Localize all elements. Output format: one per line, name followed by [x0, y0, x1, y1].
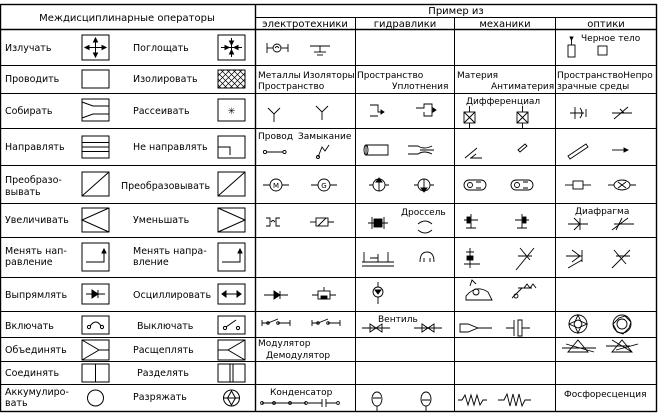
- column-electrical: электротехники: [262, 19, 348, 30]
- rectify-symbol: [82, 284, 109, 304]
- label-throttle: Дроссель: [401, 208, 446, 218]
- convert-back-symbol: [218, 172, 245, 196]
- op-label-emit: Излучать: [5, 43, 52, 54]
- op-label-conduct: Проводить: [5, 74, 60, 85]
- switch-on-symbol: [82, 316, 109, 334]
- throttle-icon: [368, 217, 432, 233]
- increase-symbol: [82, 208, 109, 232]
- label-metals: Металлы: [258, 71, 301, 81]
- connect-symbol: [82, 364, 109, 382]
- direct-symbol: [82, 136, 109, 158]
- differential-icon: [464, 106, 528, 128]
- gearbox-icon: [464, 180, 533, 190]
- discharge-symbol: [224, 390, 240, 406]
- clutch-icon: [460, 320, 530, 336]
- label-compaction: Уплотнения: [392, 82, 449, 92]
- label-matter: Материя: [457, 71, 499, 81]
- hydraulic-reverser-icon: [362, 252, 434, 266]
- column-mechanics: механики: [479, 19, 531, 30]
- op-label-split: Расщеплять: [133, 345, 194, 356]
- label-black-body: Черное тело: [581, 34, 641, 44]
- op-label-accumulate-2: вать: [5, 398, 28, 409]
- op-label-change-dir-2: равление: [5, 257, 53, 268]
- op-label-rectify: Выпрямлять: [5, 290, 68, 301]
- column-optics: оптики: [587, 19, 625, 30]
- op-label-absorb: Поглощать: [133, 43, 189, 54]
- change-direction-b-symbol: [218, 243, 245, 271]
- collect-symbol: [82, 99, 109, 121]
- switch-off-symbol: [218, 316, 245, 334]
- example-annotations: [258, 34, 653, 400]
- op-label-convert-back: Преобразовывать: [121, 181, 211, 192]
- ratchet-icon: [466, 280, 536, 300]
- shutter-icon: [569, 315, 631, 334]
- split-symbol: [218, 340, 245, 360]
- lens-array-icon: [570, 107, 632, 119]
- short-circuit-icon: [317, 145, 330, 159]
- op-label-oscillate: Осциллировать: [133, 290, 212, 301]
- op-label-change-dir-1: Менять нап-: [5, 246, 67, 257]
- valve-icon: [362, 324, 442, 332]
- not-direct-symbol: [218, 136, 245, 158]
- op-label-change-dir-b-2: вление: [133, 257, 169, 268]
- label-space-electrical: Пространство: [258, 82, 325, 92]
- accumulator-icon: [372, 392, 431, 412]
- label-optical-space: ПространствоНепро: [557, 71, 653, 81]
- emitter-electrical-icon: [267, 43, 288, 53]
- op-label-discharge: Разряжать: [133, 392, 187, 403]
- label-space-hydraulic: Пространство: [357, 71, 424, 81]
- op-label-separate: Разделять: [137, 368, 189, 379]
- op-label-not-direct: Не направлять: [133, 142, 208, 153]
- emit-symbol: [82, 35, 109, 60]
- label-antimatter: Антиматерия: [491, 82, 555, 92]
- op-label-switch-on: Включать: [5, 321, 54, 332]
- electrical-switch-icon: [262, 319, 340, 326]
- label-insulators: Изоляторы: [303, 71, 355, 81]
- check-valve-icon: [373, 282, 383, 304]
- mechanical-reverser-icon: [464, 248, 534, 270]
- operators-header: Междисциплинарные операторы: [39, 13, 215, 24]
- insulate-symbol: [218, 70, 245, 88]
- label-differential: Дифференциал: [466, 97, 541, 107]
- absorb-symbol: [218, 35, 245, 60]
- accumulate-symbol: [88, 390, 104, 406]
- op-label-increase: Увеличивать: [5, 215, 69, 226]
- label-valve: Вентиль: [378, 315, 418, 325]
- label-modulator: Модулятор: [258, 339, 311, 349]
- op-label-collect: Собирать: [5, 106, 53, 117]
- prism-icon: [562, 340, 638, 352]
- mechanical-amplifier-icon: [464, 214, 529, 228]
- svg-text:✳: ✳: [227, 107, 236, 117]
- op-label-scatter: Рассеивать: [133, 106, 190, 117]
- conduct-symbol: [82, 70, 109, 88]
- change-direction-symbol: [82, 243, 109, 271]
- label-demodulator: Демодулятор: [266, 351, 331, 361]
- scatter-symbol: [218, 99, 245, 121]
- op-label-insulate: Изолировать: [133, 74, 198, 85]
- capacitor-icon: [261, 399, 340, 407]
- op-label-accumulate-1: Аккумулиро-: [5, 387, 69, 398]
- op-label-convert-2: вывать: [5, 187, 41, 198]
- separate-symbol: [218, 364, 245, 382]
- oscillate-symbol: [218, 284, 245, 304]
- column-hydraulics: гидравлики: [373, 19, 437, 30]
- convert-symbol: [82, 172, 109, 196]
- combine-symbol: [82, 340, 109, 360]
- motor-icon: [263, 179, 337, 191]
- op-label-decrease: Уменьшать: [133, 215, 190, 226]
- op-label-switch-off: Выключать: [137, 321, 194, 332]
- operator-labels: [5, 43, 211, 409]
- svg-text:G: G: [321, 182, 327, 190]
- pump-icon: [369, 178, 434, 192]
- transformer-icon: [266, 218, 334, 226]
- label-capacitor: Конденсатор: [270, 388, 333, 398]
- label-short-circuit: Замыкание: [298, 132, 352, 142]
- optical-converter-icon: [565, 180, 636, 190]
- diode-icon: [264, 287, 336, 299]
- label-diaphragm: Диафрагма: [575, 207, 630, 217]
- spring-icon: [458, 394, 531, 406]
- collector-antenna-icon: [268, 106, 328, 122]
- op-label-change-dir-b-1: Менять напра-: [133, 246, 207, 257]
- optical-reverser-icon: [566, 250, 630, 268]
- wire-icon: [263, 150, 286, 153]
- op-label-direct: Направлять: [5, 142, 65, 153]
- label-wire: Провод: [258, 132, 294, 142]
- example-header: Пример из: [428, 6, 484, 17]
- pipe-icon: [364, 145, 434, 155]
- lever-icon: [465, 144, 527, 158]
- svg-text:M: M: [272, 182, 280, 190]
- op-label-connect: Соединять: [5, 368, 60, 379]
- label-phosphorescence: Фосфоресценция: [564, 390, 647, 400]
- hydraulic-junction-icon: [370, 104, 436, 116]
- ground-icon: [310, 46, 330, 55]
- plate-icon: [568, 144, 628, 159]
- op-label-combine: Объединять: [5, 345, 67, 356]
- label-transparent-media: зрачные среды: [557, 82, 630, 92]
- op-label-convert-1: Преобразо-: [5, 175, 62, 186]
- diaphragm-icon: [568, 218, 634, 230]
- decrease-symbol: [218, 208, 245, 232]
